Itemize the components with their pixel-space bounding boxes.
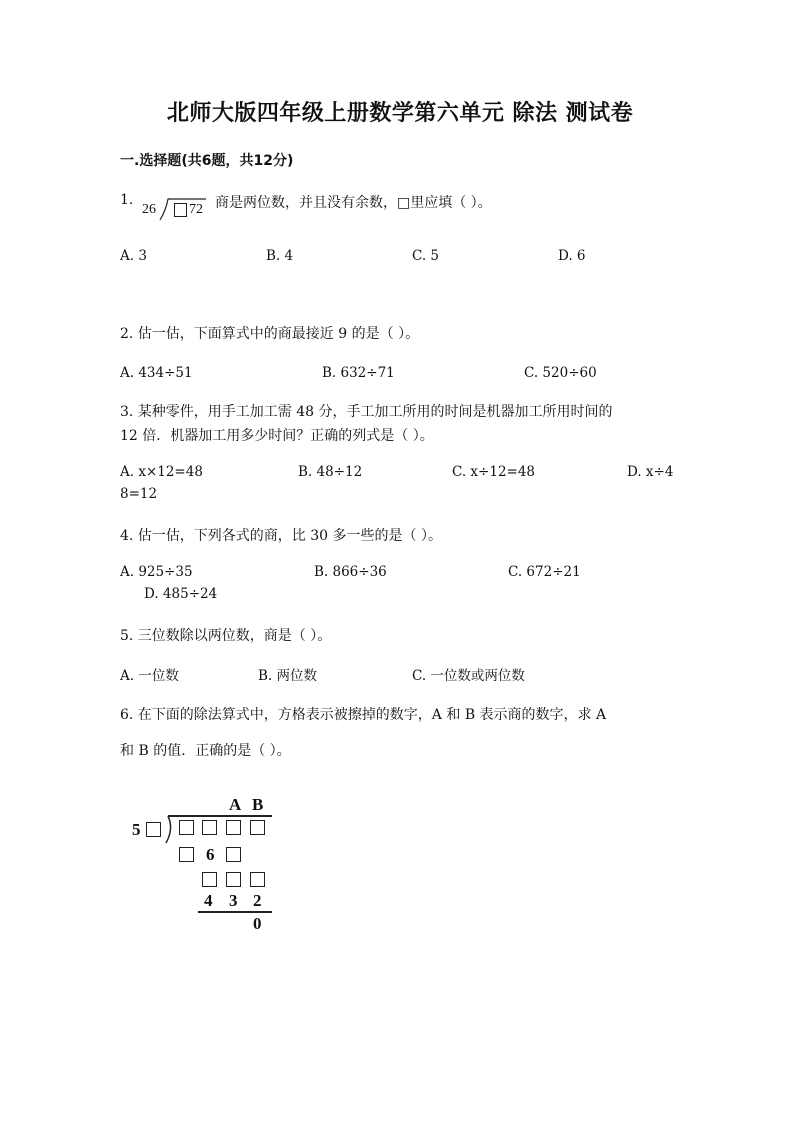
question-1-division-figure bbox=[140, 196, 208, 222]
option-d[interactable]: D. 6 bbox=[558, 248, 586, 264]
option-d[interactable]: D. x÷4 bbox=[627, 464, 674, 480]
option-c[interactable]: C. 一位数或两位数 bbox=[412, 668, 525, 684]
option-c[interactable]: C. 672÷21 bbox=[508, 564, 581, 580]
blank-box bbox=[226, 847, 241, 862]
long-division-figure bbox=[128, 790, 288, 940]
blank-box bbox=[202, 820, 217, 835]
division-bracket-icon bbox=[162, 815, 176, 845]
page-title: 北师大版四年级上册数学第六单元 除法 测试卷 bbox=[166, 101, 634, 126]
option-d-wrap: 8=12 bbox=[120, 486, 158, 502]
question-1-number: 1. bbox=[120, 192, 134, 208]
blank-box bbox=[146, 822, 161, 837]
option-b[interactable]: B. 866÷36 bbox=[314, 564, 387, 580]
blank-box bbox=[250, 820, 265, 835]
option-a[interactable]: A. 一位数 bbox=[120, 668, 179, 684]
divisor-digit: 5 bbox=[132, 820, 141, 839]
option-a[interactable]: A. 434÷51 bbox=[120, 365, 193, 381]
divisor-text: 26 bbox=[142, 202, 156, 217]
question-6-text-line1: 6. 在下面的除法算式中，方格表示被擦掉的数字，A 和 B 表示商的数字，求 A bbox=[120, 707, 607, 723]
blank-box bbox=[226, 820, 241, 835]
option-c[interactable]: C. 520÷60 bbox=[524, 365, 597, 381]
blank-box bbox=[174, 203, 187, 217]
blank-box bbox=[179, 847, 194, 862]
sub-digit: 2 bbox=[253, 891, 262, 910]
question-6-text-line2: 和 B 的值．正确的是（ ）。 bbox=[120, 743, 291, 759]
option-c[interactable]: C. x÷12=48 bbox=[452, 464, 536, 480]
question-1-text: 商是两位数，并且没有余数，□里应填（ ）。 bbox=[215, 195, 492, 211]
option-c[interactable]: C. 5 bbox=[412, 248, 440, 264]
option-d[interactable]: D. 485÷24 bbox=[144, 586, 218, 602]
remainder: 0 bbox=[253, 914, 262, 933]
option-a[interactable]: A. 925÷35 bbox=[120, 564, 193, 580]
blank-box bbox=[226, 872, 241, 887]
blank-box bbox=[250, 872, 265, 887]
option-b[interactable]: B. 632÷71 bbox=[322, 365, 395, 381]
option-b[interactable]: B. 48÷12 bbox=[298, 464, 363, 480]
option-b[interactable]: B. 4 bbox=[266, 248, 294, 264]
option-a[interactable]: A. x×12=48 bbox=[120, 464, 203, 480]
blank-box bbox=[202, 872, 217, 887]
division-bar bbox=[168, 815, 272, 817]
question-3-text-line1: 3. 某种零件，用手工加工需 48 分，手工加工所用的时间是机器加工所用时间的 bbox=[120, 404, 613, 420]
middle-digit: 6 bbox=[206, 845, 215, 864]
question-3-text-line2: 12 倍．机器加工用多少时间？正确的列式是（ ）。 bbox=[120, 428, 434, 444]
subtraction-line bbox=[198, 911, 272, 913]
option-a[interactable]: A. 3 bbox=[120, 248, 147, 264]
sub-digit: 4 bbox=[204, 891, 213, 910]
section-heading: 一.选择题(共6题，共12分) bbox=[120, 153, 294, 169]
option-b[interactable]: B. 两位数 bbox=[258, 668, 318, 684]
sub-digit: 3 bbox=[229, 891, 238, 910]
question-4-text: 4. 估一估，下列各式的商，比 30 多一些的是（ ）。 bbox=[120, 528, 442, 544]
dividend-suffix-text: 72 bbox=[189, 202, 203, 217]
question-5-text: 5. 三位数除以两位数，商是（ ）。 bbox=[120, 628, 332, 644]
blank-box bbox=[179, 820, 194, 835]
question-2-text: 2. 估一估，下面算式中的商最接近 9 的是（ ）。 bbox=[120, 326, 420, 342]
quotient-b: B bbox=[252, 795, 264, 814]
quotient-a: A bbox=[229, 795, 242, 814]
